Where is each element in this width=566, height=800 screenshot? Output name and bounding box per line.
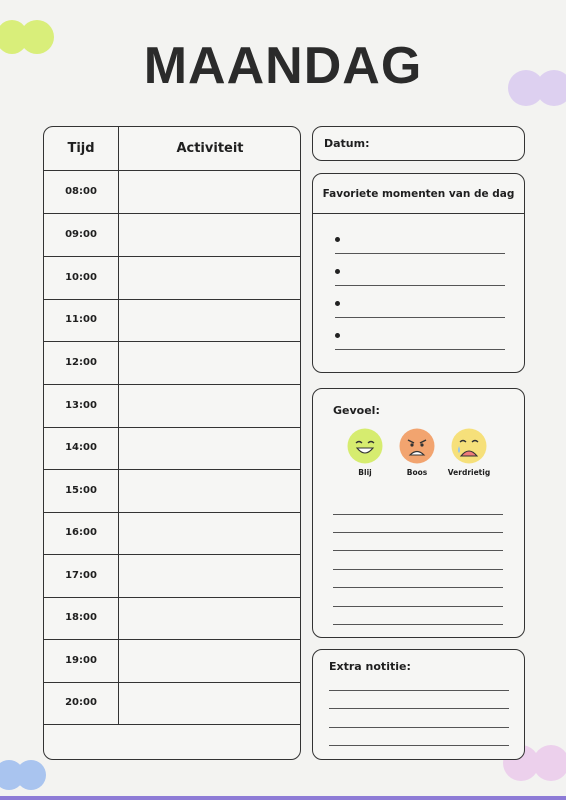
feelings-box <box>312 388 525 638</box>
writing-line[interactable] <box>333 514 503 515</box>
column-header-activity: Activiteit <box>176 141 244 156</box>
header-row <box>44 127 300 171</box>
bullet-icon <box>335 301 340 306</box>
schedule-table <box>43 126 301 760</box>
time-slot: 20:00 <box>65 697 97 708</box>
table-row[interactable] <box>44 299 300 342</box>
page-title: MAANDAG <box>143 37 423 95</box>
bullet-icon <box>335 333 340 338</box>
time-slot: 09:00 <box>65 229 97 240</box>
time-slot: 18:00 <box>65 612 97 623</box>
time-slot: 13:00 <box>65 400 97 411</box>
writing-line[interactable] <box>333 606 503 607</box>
writing-line[interactable] <box>335 317 505 318</box>
table-row[interactable] <box>44 512 300 555</box>
time-slot: 11:00 <box>65 314 97 325</box>
sad-face-icon[interactable] <box>451 428 487 464</box>
angry-face-icon[interactable] <box>399 428 435 464</box>
time-slot: 14:00 <box>65 442 97 453</box>
time-slot: 10:00 <box>65 272 97 283</box>
table-row[interactable] <box>44 555 300 598</box>
feelings-label: Gevoel: <box>333 404 380 417</box>
date-label: Datum: <box>324 137 370 150</box>
extra-notes-box <box>312 649 525 760</box>
table-row[interactable] <box>44 385 300 428</box>
table-row[interactable] <box>44 257 300 300</box>
writing-line[interactable] <box>333 587 503 588</box>
time-slot: 16:00 <box>65 527 97 538</box>
table-row[interactable] <box>44 682 300 725</box>
table-row[interactable] <box>44 214 300 257</box>
table-row[interactable] <box>44 427 300 470</box>
writing-line[interactable] <box>335 285 505 286</box>
table-row[interactable] <box>44 597 300 640</box>
writing-line[interactable] <box>333 550 503 551</box>
writing-line[interactable] <box>329 727 509 728</box>
favorite-moments-box <box>312 173 525 373</box>
writing-line[interactable] <box>329 708 509 709</box>
date-field[interactable] <box>312 126 525 161</box>
time-slot: 19:00 <box>65 655 97 666</box>
writing-line[interactable] <box>335 253 505 254</box>
table-row[interactable] <box>44 342 300 385</box>
time-slot: 12:00 <box>65 357 97 368</box>
decor-dot-blue <box>16 760 46 790</box>
writing-line[interactable] <box>333 569 503 570</box>
mood-label-angry: Boos <box>406 468 428 477</box>
table-row[interactable] <box>44 171 300 214</box>
mood-label-happy: Blij <box>358 468 372 477</box>
bottom-accent-bar <box>0 796 566 800</box>
bullet-icon <box>335 269 340 274</box>
writing-line[interactable] <box>335 349 505 350</box>
happy-face-icon[interactable] <box>347 428 383 464</box>
writing-line[interactable] <box>333 532 503 533</box>
extra-notes-label: Extra notitie: <box>329 660 411 673</box>
writing-line[interactable] <box>329 745 509 746</box>
bullet-icon <box>335 237 340 242</box>
writing-line[interactable] <box>333 624 503 625</box>
decor-dot-pink <box>533 745 566 781</box>
mood-label-sad: Verdrietig <box>447 468 491 477</box>
time-slot: 08:00 <box>65 186 97 197</box>
column-header-time: Tijd <box>67 141 95 156</box>
table-row[interactable] <box>44 640 300 683</box>
table-row[interactable] <box>44 470 300 513</box>
favorite-moments-title: Favoriete momenten van de dag <box>313 174 524 214</box>
time-slot: 17:00 <box>65 570 97 581</box>
writing-line[interactable] <box>329 690 509 691</box>
time-slot: 15:00 <box>65 485 97 496</box>
